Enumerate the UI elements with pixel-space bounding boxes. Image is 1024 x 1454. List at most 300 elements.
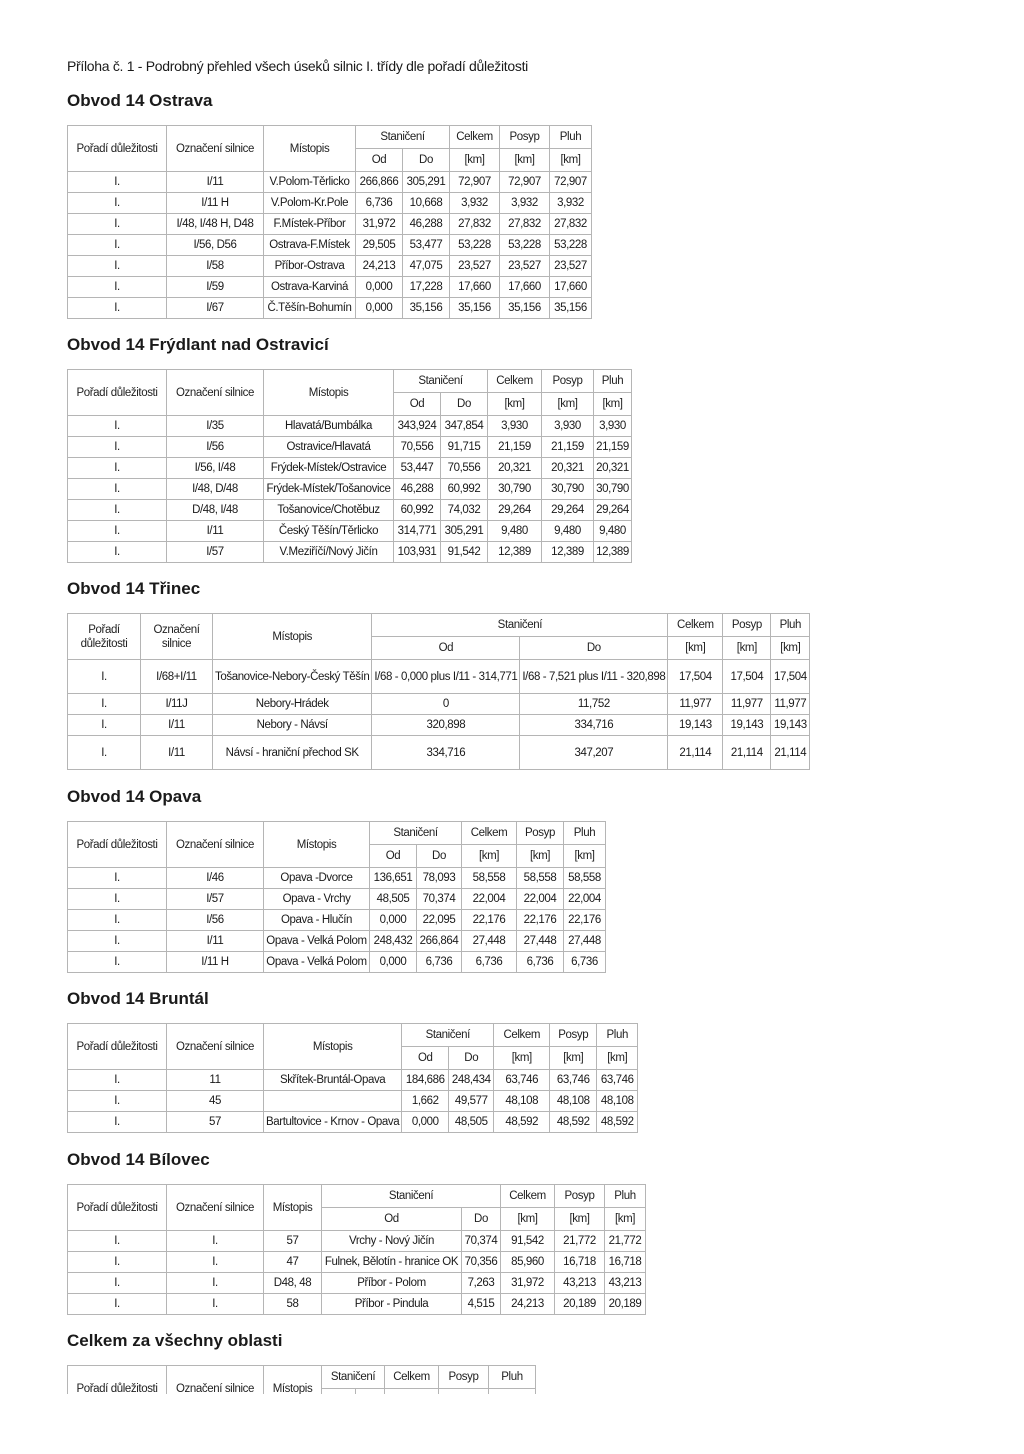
table-frydlant [67,369,632,563]
header-poradi: Pořadí důležitosti [68,370,167,416]
table-cell: I/56, I/48 [167,458,264,479]
table-cell: I. [68,458,167,479]
table-cell: I/11J [141,694,213,715]
section-title-bruntal: Obvod 14 Bruntál [67,989,209,1008]
table-cell: 103,931 [394,542,441,563]
table-cell: 72,907 [500,172,550,193]
header-do: Do [403,149,450,172]
table-cell: 30,790 [542,479,594,500]
table-cell: Opava - Velká Polom [264,952,370,973]
header-oznaceni: Označení silnice [167,1024,264,1070]
header-km: [km] [594,393,632,416]
table-cell: I/56 [167,437,264,458]
table-cell: 72,907 [450,172,500,193]
table-cell: Opava -Dvorce [264,868,370,889]
table-cell: 347,207 [520,736,668,770]
table-cell: 49,577 [449,1091,494,1112]
header-celkem: Celkem [501,1185,555,1208]
header-celkem: Celkem [462,822,517,845]
table-cell: 58,558 [462,868,517,889]
table-cell: I. [68,694,141,715]
table-cell: I/58 [167,256,264,277]
table-cell: 45 [167,1091,264,1112]
table-cell: I/11 [167,521,264,542]
header-posyp: Posyp [723,614,771,637]
table-cell: I. [68,256,167,277]
header-km: [km] [488,393,542,416]
table-row [68,298,592,319]
header-km: [km] [550,149,592,172]
table-cell: 27,448 [564,931,606,952]
header-km: [km] [564,845,606,868]
table-cell: 31,972 [356,214,403,235]
table-cell: Vrchy - Nový Jičín [322,1231,462,1252]
table-cell: 48,592 [494,1112,550,1133]
table-cell: 11,977 [668,694,723,715]
table-cell: Tošanovice/Chotěbuz [264,500,394,521]
table-cell: 78,093 [417,868,462,889]
table-row [68,277,592,298]
table-row [68,172,592,193]
header-oznaceni: Označení silnice [141,614,213,660]
header-pluh: Pluh [550,126,592,149]
table-cell: 9,480 [542,521,594,542]
header-km: [km] [771,637,810,660]
table-cell: I. [68,1252,167,1273]
header-do: Do [449,1047,494,1070]
table-cell: 6,736 [417,952,462,973]
table-cell: 6,736 [564,952,606,973]
section-title-bilovec: Obvod 14 Bílovec [67,1150,210,1169]
table-row [68,235,592,256]
table-cell: 12,389 [594,542,632,563]
table-cell: Frýdek-Místek/Ostravice [264,458,394,479]
table-cell: 48,108 [597,1091,638,1112]
table-cell: 53,228 [550,235,592,256]
header-posyp: Posyp [550,1024,597,1047]
table-cell: I. [68,1231,167,1252]
table-cell: I. [68,1070,167,1091]
table-cell: 0,000 [356,277,403,298]
table-cell: I. [68,889,167,910]
table-cell: 22,004 [462,889,517,910]
header-km: [km] [723,637,771,660]
table-cell: Hlavatá/Bumbálka [264,416,394,437]
header-mistopis: Místopis [264,126,356,172]
table-cell: I. [68,910,167,931]
table-cell: 48,592 [550,1112,597,1133]
table-cell: 19,143 [668,715,723,736]
header-staniceni: Staničení [370,822,462,845]
table-cell: 23,527 [550,256,592,277]
table-row [68,256,592,277]
header-km: [km] [555,1208,605,1231]
header-celkem: Celkem [450,126,500,149]
table-cell: 248,434 [449,1070,494,1091]
table-row [68,889,606,910]
table-cell: 12,389 [488,542,542,563]
table-cell: 21,114 [723,736,771,770]
table-cell: 22,176 [564,910,606,931]
header-km: [km] [494,1047,550,1070]
table-cell: 53,228 [450,235,500,256]
table-cell: D48, 48 [264,1273,322,1294]
table-cell: 11,977 [723,694,771,715]
table-cell: I. [68,1091,167,1112]
table-cell: 17,504 [668,660,723,694]
header-do: Do [441,393,488,416]
header-km: [km] [501,1208,555,1231]
header-od: Od [356,149,403,172]
table-ostrava [67,125,592,319]
table-bilovec [67,1184,646,1315]
header-pluh: Pluh [771,614,810,637]
table-cell: I/11 H [167,193,264,214]
table-cell: 19,143 [771,715,810,736]
table-cell: Příbor - Polom [322,1273,462,1294]
table-cell: 72,907 [550,172,592,193]
table-cell: 266,866 [356,172,403,193]
table-cell: 314,771 [394,521,441,542]
table-cell: I/56 [167,910,264,931]
table-cell: 22,095 [417,910,462,931]
table-cell: 23,527 [500,256,550,277]
table-cell: I. [68,500,167,521]
header-oznaceni: Označení silnice [167,1366,264,1412]
table-cell: 17,660 [550,277,592,298]
table-cell: I. [68,193,167,214]
table-cell: 31,972 [501,1273,555,1294]
table-cell: 24,213 [501,1294,555,1315]
table-cell: 21,159 [594,437,632,458]
table-cell: 29,505 [356,235,403,256]
table-cell: 320,898 [372,715,520,736]
table-cell: 91,715 [441,437,488,458]
table-cell: I/57 [167,542,264,563]
table-cell: 17,504 [723,660,771,694]
table-cell: I. [68,1112,167,1133]
table-cell: 60,992 [441,479,488,500]
table-cell: 27,448 [517,931,564,952]
table-cell: 3,930 [542,416,594,437]
table-cell: 58,558 [564,868,606,889]
header-mistopis: Místopis [264,370,394,416]
header-km: [km] [542,393,594,416]
header-km: [km] [450,149,500,172]
table-cell: I. [68,277,167,298]
table-cell: 29,264 [488,500,542,521]
table-cell: 21,114 [771,736,810,770]
table-row [68,660,810,694]
table-cell: F.Místek-Příbor [264,214,356,235]
header-mistopis: Místopis [264,822,370,868]
table-cell: I. [68,437,167,458]
header-km: [km] [550,1047,597,1070]
table-cell: 20,189 [555,1294,605,1315]
table-cell: 10,668 [403,193,450,214]
header-poradi: Pořadí důležitosti [68,1024,167,1070]
header-celkem: Celkem [668,614,723,637]
header-oznaceni: Označení silnice [167,1185,264,1231]
header-celkem: Celkem [385,1366,439,1389]
table-cell: 17,504 [771,660,810,694]
table-cell: Český Těšín/Těrlicko [264,521,394,542]
table-cell: 53,477 [403,235,450,256]
table-cell: I. [68,521,167,542]
table-cell: I. [68,660,141,694]
table-row [68,214,592,235]
table-cell: 334,716 [520,715,668,736]
table-cell: Opava - Hlučín [264,910,370,931]
header-posyp: Posyp [517,822,564,845]
header-staniceni: Staničení [322,1366,385,1389]
table-cell: 91,542 [441,542,488,563]
table-cell: 12,389 [542,542,594,563]
header-staniceni: Staničení [356,126,450,149]
table-cell: 91,542 [501,1231,555,1252]
header-do: Do [520,637,668,660]
table-cell: 35,156 [403,298,450,319]
header-celkem: Celkem [488,370,542,393]
table-cell: 22,176 [462,910,517,931]
table-cell: 20,189 [605,1294,646,1315]
table-cell: V.Polom-Těrlicko [264,172,356,193]
header-celkem: Celkem [494,1024,550,1047]
table-cell: 266,864 [417,931,462,952]
table-cell: 23,527 [450,256,500,277]
table-cell: I/48, I/48 H, D48 [167,214,264,235]
header-poradi: Pořadí důležitosti [68,614,141,660]
table-row [68,931,606,952]
table-cell: 48,505 [449,1112,494,1133]
table-cell: 17,228 [403,277,450,298]
table-cell: 35,156 [500,298,550,319]
table-cell: 11,977 [771,694,810,715]
table-cell: 3,932 [450,193,500,214]
table-cell: I. [68,214,167,235]
table-cell: I/68+I/11 [141,660,213,694]
header-oznaceni: Označení silnice [167,126,264,172]
table-row [68,1112,638,1133]
header-pluh: Pluh [605,1185,646,1208]
table-cell: I. [68,1294,167,1315]
header-pluh: Pluh [564,822,606,845]
section-title-celkem: Celkem za všechny oblasti [67,1331,283,1350]
table-row [68,1231,646,1252]
table-row [68,1091,638,1112]
table-cell: 57 [264,1231,322,1252]
table-cell: 27,832 [450,214,500,235]
table-cell: I/48, D/48 [167,479,264,500]
table-cell: 3,932 [500,193,550,214]
table-row [68,1070,638,1091]
table-cell: 27,832 [500,214,550,235]
table-cell: 29,264 [594,500,632,521]
table-cell: 334,716 [372,736,520,770]
table-cell: I. [68,542,167,563]
table-row [68,193,592,214]
table-cell: 57 [167,1112,264,1133]
table-bruntal [67,1023,638,1133]
table-cell: 22,004 [564,889,606,910]
table-cell: I/11 H [167,952,264,973]
table-cell: I/11 [167,931,264,952]
table-cell: 347,854 [441,416,488,437]
table-cell: 9,480 [594,521,632,542]
table-row [68,542,632,563]
table-cell: I. [68,235,167,256]
header-km: [km] [462,845,517,868]
table-cell: 21,772 [555,1231,605,1252]
table-cell: Frýdek-Místek/Tošanovice [264,479,394,500]
table-cell: I. [167,1273,264,1294]
table-cell: 35,156 [550,298,592,319]
table-cell: Opava - Vrchy [264,889,370,910]
table-row [68,1294,646,1315]
table-cell: 70,374 [417,889,462,910]
table-cell: I. [68,931,167,952]
table-cell: I. [167,1294,264,1315]
table-cell: 17,660 [450,277,500,298]
table-cell: I. [68,736,141,770]
table-cell: 3,930 [594,416,632,437]
table-row [68,694,810,715]
table-cell: I. [68,715,141,736]
table-cell: 29,264 [542,500,594,521]
table-cell: 3,930 [488,416,542,437]
table-cell: 9,480 [488,521,542,542]
table-cell: 30,790 [594,479,632,500]
header-km: [km] [517,845,564,868]
table-trinec [67,613,810,770]
header-mistopis: Místopis [213,614,372,660]
table-cell: 0 [372,694,520,715]
header-do: Do [417,845,462,868]
table-cell: 48,108 [494,1091,550,1112]
table-cell: 27,832 [550,214,592,235]
table-cell: Tošanovice-Nebory-Český Těšín [213,660,372,694]
table-cell: 70,556 [441,458,488,479]
table-cell: I/56, D56 [167,235,264,256]
table-cell: 248,432 [370,931,417,952]
table-cell: 53,447 [394,458,441,479]
table-cell: 70,356 [462,1252,501,1273]
table-cell: I/59 [167,277,264,298]
table-cell: Bartultovice - Krnov - Opava [264,1112,402,1133]
table-cell: I. [167,1252,264,1273]
table-cell: 46,288 [394,479,441,500]
table-cell: 63,746 [550,1070,597,1091]
header-staniceni: Staničení [402,1024,494,1047]
table-cell: 35,156 [450,298,500,319]
table-row [68,910,606,931]
table-cell: I/46 [167,868,264,889]
table-cell: 21,772 [605,1231,646,1252]
header-od: Od [322,1208,462,1231]
table-cell: Příbor-Ostrava [264,256,356,277]
table-cell: 21,114 [668,736,723,770]
header-poradi: Pořadí důležitosti [68,1366,167,1412]
table-cell: 16,718 [605,1252,646,1273]
page-bottom-edge [0,1394,1024,1454]
table-cell: Nebory-Hrádek [213,694,372,715]
header-od: Od [372,637,520,660]
section-title-trinec: Obvod 14 Třinec [67,579,201,598]
table-cell: Č.Těšín-Bohumín [264,298,356,319]
table-cell: 43,213 [555,1273,605,1294]
table-row [68,736,810,770]
table-cell: 74,032 [441,500,488,521]
table-cell: I. [167,1231,264,1252]
table-row [68,458,632,479]
table-cell: 343,924 [394,416,441,437]
table-row [68,521,632,542]
table-cell: 85,960 [501,1252,555,1273]
table-cell: 305,291 [441,521,488,542]
table-cell: I/68 - 7,521 plus I/11 - 320,898 [520,660,668,694]
table-cell: I. [68,416,167,437]
header-oznaceni: Označení silnice [167,822,264,868]
table-row [68,437,632,458]
table-cell: 48,592 [597,1112,638,1133]
table-cell: 43,213 [605,1273,646,1294]
table-cell: 20,321 [488,458,542,479]
table-row [68,500,632,521]
header-pluh: Pluh [489,1366,536,1389]
table-row [68,1252,646,1273]
table-row [68,715,810,736]
header-km: [km] [668,637,723,660]
table-cell: Skřítek-Bruntál-Opava [264,1070,402,1091]
table-cell: I. [68,479,167,500]
table-cell: Nebory - Návsí [213,715,372,736]
table-cell: 0,000 [402,1112,449,1133]
table-cell: 48,108 [550,1091,597,1112]
page-title: Příloha č. 1 - Podrobný přehled všech úseků silnic I. třídy dle pořadí důležitosti [67,58,528,74]
table-cell: Ostravice/Hlavatá [264,437,394,458]
table-cell: I/11 [141,736,213,770]
table-cell: I. [68,868,167,889]
table-cell: I/35 [167,416,264,437]
header-mistopis: Místopis [264,1185,322,1231]
table-cell: 58,558 [517,868,564,889]
header-mistopis: Místopis [264,1024,402,1070]
table-cell: 58 [264,1294,322,1315]
table-opava [67,821,606,973]
table-cell: 46,288 [403,214,450,235]
table-cell: 53,228 [500,235,550,256]
section-title-ostrava: Obvod 14 Ostrava [67,91,213,110]
table-cell: 63,746 [494,1070,550,1091]
table-cell: D/48, I/48 [167,500,264,521]
table-cell: I/67 [167,298,264,319]
table-cell: I/11 [167,172,264,193]
table-cell: Příbor - Pindula [322,1294,462,1315]
table-cell: 70,374 [462,1231,501,1252]
header-staniceni: Staničení [322,1185,501,1208]
table-row [68,416,632,437]
table-cell: Opava - Velká Polom [264,931,370,952]
table-cell: 17,660 [500,277,550,298]
table-cell: 16,718 [555,1252,605,1273]
table-cell: 63,746 [597,1070,638,1091]
table-cell: 0,000 [370,910,417,931]
table-cell: Ostrava-Karviná [264,277,356,298]
table-cell: 184,686 [402,1070,449,1091]
table-cell: I. [68,952,167,973]
table-cell [264,1091,402,1112]
table-cell: 47,075 [403,256,450,277]
